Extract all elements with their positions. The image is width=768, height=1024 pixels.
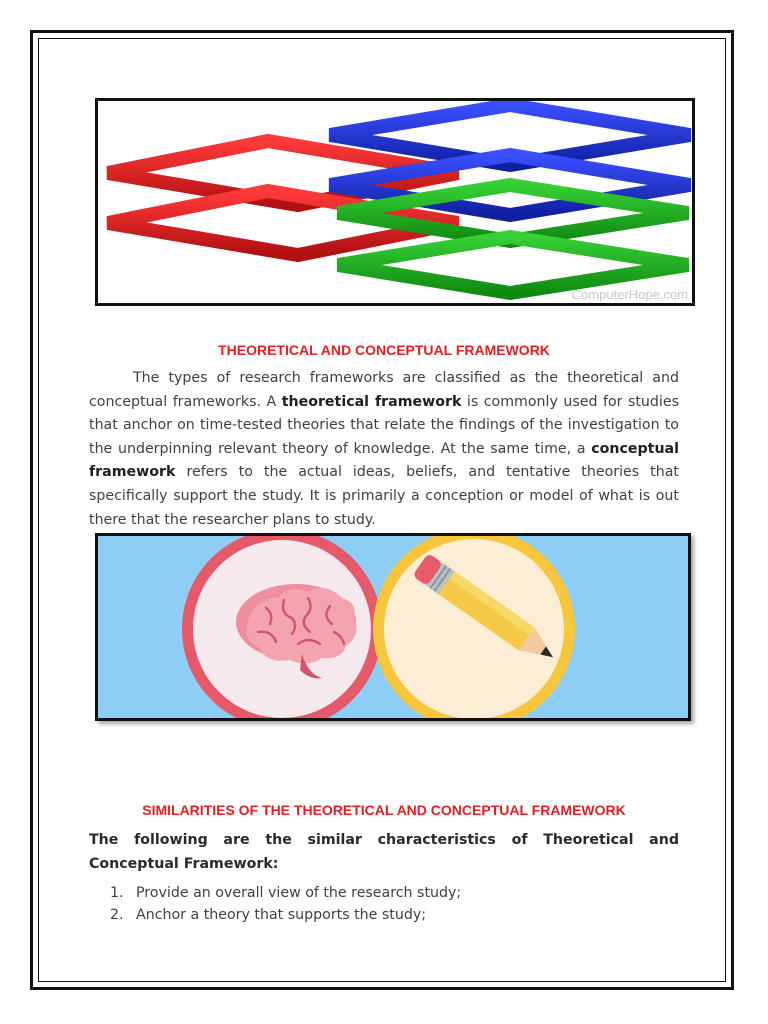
paragraph-text-2: is commonly used for studies that anchor on time-tested theories that relate the findings of the investigation to the underpinning relevant theory of knowledge. At the same time, a xyxy=(89,393,679,457)
list-item-text: Anchor a theory that supports the study; xyxy=(136,907,427,923)
section-title-frameworks: THEORETICAL AND CONCEPTUAL FRAMEWORK xyxy=(218,342,550,358)
list-item xyxy=(110,882,670,904)
frameworks-paragraph xyxy=(89,367,679,532)
framework-cubes-illustration xyxy=(98,101,692,303)
term-theoretical-framework: theoretical framework xyxy=(281,393,462,410)
paragraph-text-3: refers to the actual ideas, beliefs, and tentative theories that specifically support the study. It is primarily a conception or model of what is out there that the researcher plans to study. xyxy=(89,464,679,528)
list-item xyxy=(110,904,670,926)
similarities-lead: The following are the similar characteristics of Theoretical and Conceptual Framework: xyxy=(89,832,679,872)
section-title-similarities: SIMILARITIES OF THE THEORETICAL AND CONCEPTUAL FRAMEWORK xyxy=(142,802,626,818)
paragraph-text-1: The types of research frameworks are classified as the theoretical and conceptual frameworks. A xyxy=(89,370,679,410)
framework-cubes-image xyxy=(95,98,695,306)
brain-pencil-illustration xyxy=(98,536,688,718)
similarities-list xyxy=(110,882,670,926)
list-number: 2. xyxy=(110,907,124,923)
term-conceptual-framework: conceptual framework xyxy=(89,440,679,481)
watermark-text: ComputerHope.com xyxy=(571,287,688,302)
list-item-text: Provide an overall view of the research study; xyxy=(136,885,462,901)
list-number: 1. xyxy=(110,885,124,901)
brain-pencil-image xyxy=(95,533,691,721)
